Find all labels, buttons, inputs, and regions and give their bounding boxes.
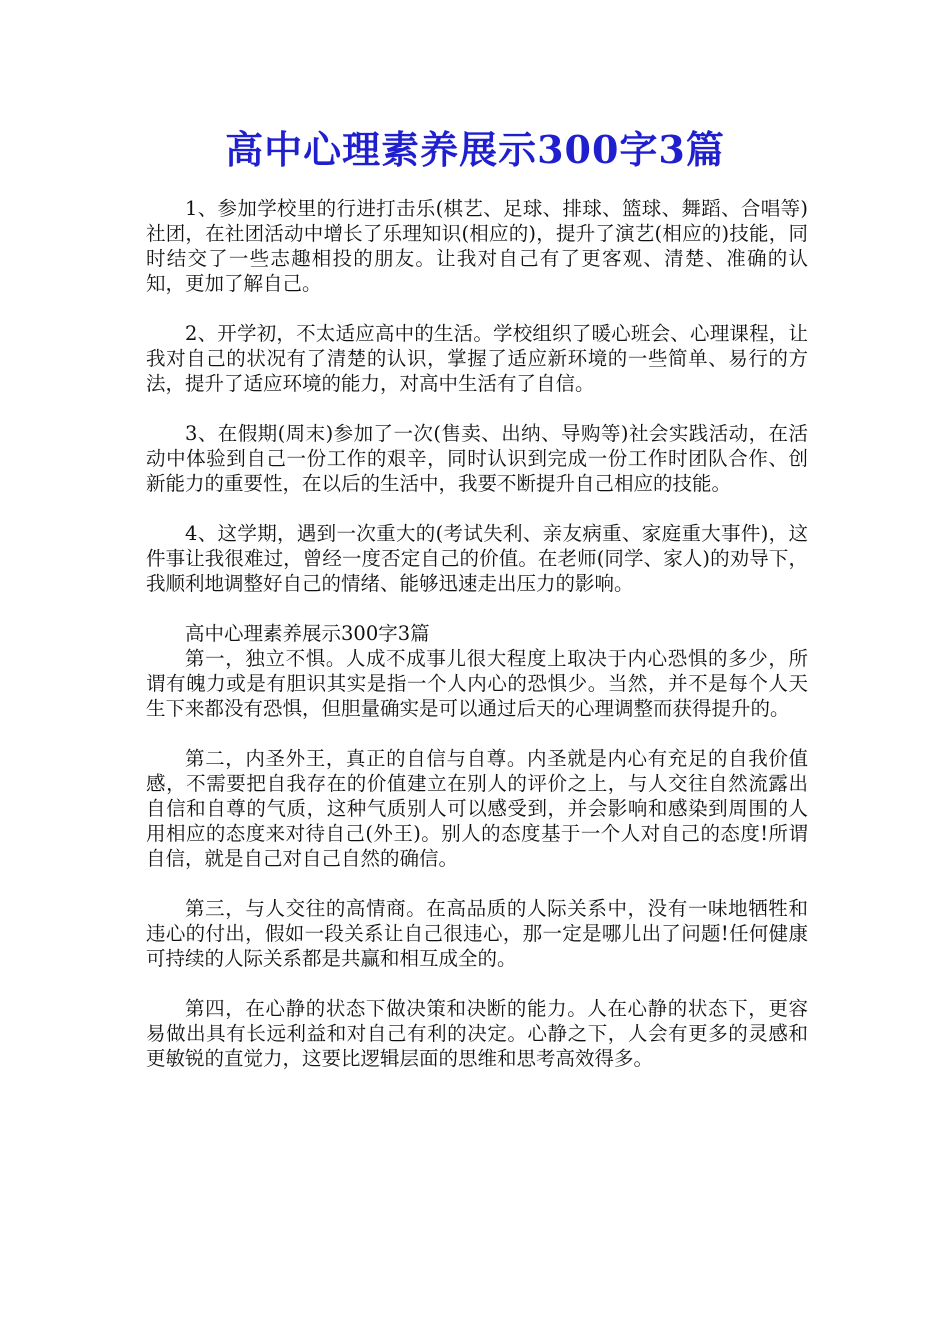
paragraph-3: 3、在假期(周末)参加了一次(售卖、出纳、导购等)社会实践活动，在活动中体验到自己一份工作的艰辛，同时认识到完成一份工作时团队合作、创新能力的重要性，在以后的生活中，我要不断提升自己相应的技能。: [146, 422, 808, 495]
paragraph-1: 1、参加学校里的行进打击乐(棋艺、足球、排球、篮球、舞蹈、合唱等)社团，在社团活动中增长了乐理知识(相应的)，提升了演艺(相应的)技能，同时结交了一些志趣相投的朋友。让我对自己有了更客观、清楚、准确的认知，更加了解自己。: [146, 197, 808, 295]
paragraph-gap: [146, 971, 808, 996]
paragraph-second-point: 第二，内圣外王，真正的自信与自尊。内圣就是内心有充足的自我价值感，不需要把自我存在的价值建立在别人的评价之上，与人交往自然流露出自信和自尊的气质，这种气质别人可以感受到，并会影响和感染到周围的人用相应的态度来对待自己(外王)。别人的态度基于一个人对自己的态度!所谓自信，就是自己对自己自然的确信。: [146, 747, 808, 870]
paragraph-first-point: 第一，独立不惧。人成不成事儿很大程度上取决于内心恐惧的多少，所谓有魄力或是有胆识其实是指一个人内心的恐惧少。当然，并不是每个人天生下来都没有恐惧，但胆量确实是可以通过后天的心理调整而获得提升的。: [146, 647, 808, 720]
document-title: 高中心理素养展示300字3篇: [225, 127, 725, 172]
paragraph-fourth-point: 第四，在心静的状态下做决策和决断的能力。人在心静的状态下，更容易做出具有长远利益和对自己有利的决定。心静之下，人会有更多的灵感和更敏锐的直觉力，这要比逻辑层面的思维和思考高效得多。: [146, 997, 808, 1070]
paragraph-gap: [146, 396, 808, 421]
paragraph-gap: [146, 296, 808, 321]
paragraph-2: 2、开学初，不太适应高中的生活。学校组织了暖心班会、心理课程，让我对自己的状况有了清楚的认识，掌握了适应新环境的一些简单、易行的方法，提升了适应环境的能力，对高中生活有了自信。: [146, 322, 808, 395]
paragraph-gap: [146, 496, 808, 521]
paragraph-third-point: 第三，与人交往的高情商。在高品质的人际关系中，没有一味地牺牲和违心的付出，假如一段关系让自己很违心，那一定是哪儿出了问题!任何健康可持续的人际关系都是共赢和相互成全的。: [146, 897, 808, 970]
paragraph-gap: [146, 596, 808, 621]
document-body: [146, 196, 808, 1071]
section-subtitle: 高中心理素养展示300字3篇: [185, 622, 430, 645]
paragraph-4: 4、这学期，遇到一次重大的(考试失利、亲友病重、家庭重大事件)，这件事让我很难过，曾经一度否定自己的价值。在老师(同学、家人)的劝导下，我顺利地调整好自己的情绪、能够迅速走出压力的影响。: [146, 522, 808, 595]
paragraph-gap: [146, 721, 808, 746]
paragraph-gap: [146, 871, 808, 896]
